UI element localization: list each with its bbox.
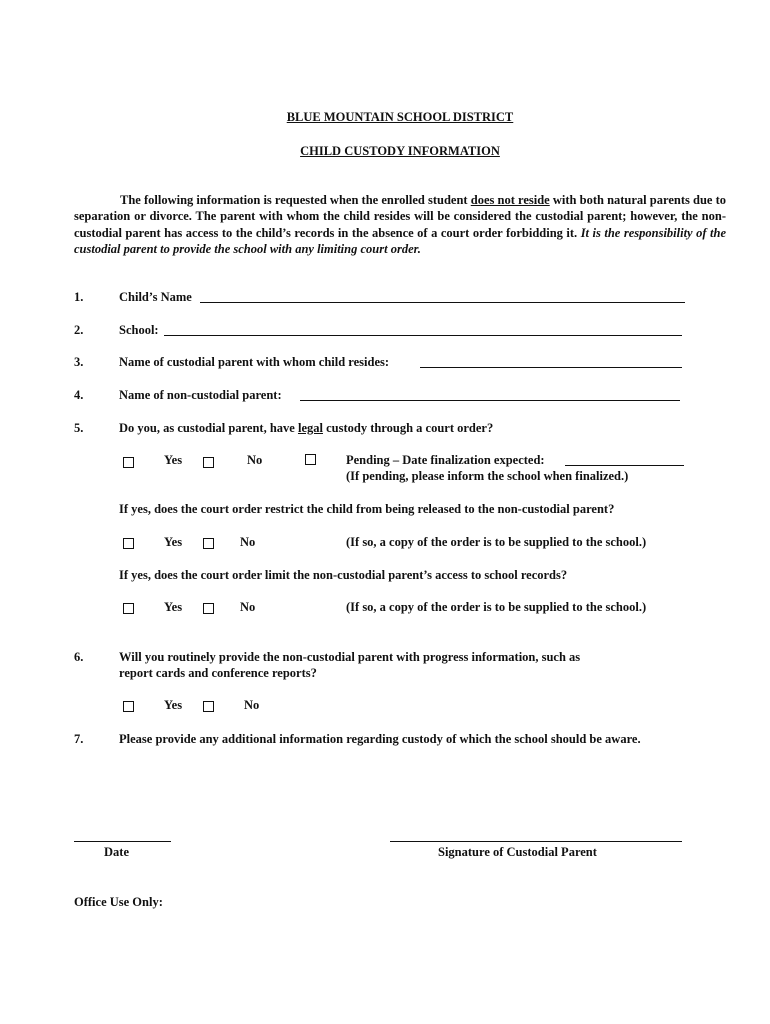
q4-label: Name of non-custodial parent: (119, 388, 282, 402)
q2-label: School: (119, 323, 159, 337)
q5a-no-label: No (240, 535, 256, 549)
q5a-yes-label: Yes (164, 535, 183, 549)
q5-yes-label: Yes (164, 453, 183, 467)
q6-yes-label: Yes (164, 698, 183, 712)
q5-pending-note: (If pending, please inform the school when finalized.) (346, 469, 629, 483)
signature-line[interactable] (390, 841, 682, 842)
q5b-no-label: No (240, 600, 256, 614)
q5-no-checkbox[interactable] (203, 457, 214, 468)
q5-question: Do you, as custodial parent, have legal custody through a court order? (119, 421, 494, 435)
q5a-note: (If so, a copy of the order is to be supplied to the school.) (346, 535, 647, 549)
q5a-yes-checkbox[interactable] (123, 538, 134, 549)
child-name-field[interactable] (200, 290, 685, 303)
intro-paragraph: The following information is requested when the enrolled student does not reside with both natural parents due to separation or divorce. The parent with whom the child resides will be considered the custodial parent; however, the non-custodial parent has access to the child’s records in the absence of a court order forbidding it. It is the responsibility of the custodial parent to provide the school with any limiting court order. (74, 193, 727, 256)
q6-no-checkbox[interactable] (203, 701, 214, 712)
q6-no-label: No (244, 698, 260, 712)
q5a-no-checkbox[interactable] (203, 538, 214, 549)
q5a-question: If yes, does the court order restrict the child from being released to the non-custodial parent? (119, 502, 615, 516)
q5-number: 5. (74, 421, 84, 435)
date-line[interactable] (74, 841, 171, 842)
q2-number: 2. (74, 323, 84, 337)
q7-question: Please provide any additional information regarding custody of which the school should be aware. (119, 732, 641, 746)
school-field[interactable] (164, 323, 682, 336)
date-label: Date (104, 845, 129, 859)
custodial-parent-field[interactable] (420, 355, 682, 368)
q5-yes-checkbox[interactable] (123, 457, 134, 468)
q6-number: 6. (74, 650, 84, 664)
q6-question-line2: report cards and conference reports? (119, 666, 317, 680)
district-title: BLUE MOUNTAIN SCHOOL DISTRICT (286, 110, 514, 124)
q5b-no-checkbox[interactable] (203, 603, 214, 614)
q3-number: 3. (74, 355, 84, 369)
q5b-question: If yes, does the court order limit the non-custodial parent’s access to school records? (119, 568, 568, 582)
q1-number: 1. (74, 290, 84, 304)
q1-label: Child’s Name (119, 290, 192, 304)
form-title: CHILD CUSTODY INFORMATION (300, 144, 500, 158)
q5-pending-checkbox[interactable] (305, 454, 316, 465)
q5-pending-label: Pending – Date finalization expected: (346, 453, 545, 467)
finalization-date-field[interactable] (565, 453, 684, 466)
q7-number: 7. (74, 732, 84, 746)
non-custodial-parent-field[interactable] (300, 388, 680, 401)
q5b-note: (If so, a copy of the order is to be supplied to the school.) (346, 600, 647, 614)
q5b-yes-label: Yes (164, 600, 183, 614)
office-use-label: Office Use Only: (74, 895, 163, 909)
q5b-yes-checkbox[interactable] (123, 603, 134, 614)
q4-number: 4. (74, 388, 84, 402)
signature-label: Signature of Custodial Parent (438, 845, 597, 859)
additional-info-area[interactable] (119, 752, 699, 822)
q5-no-label: No (247, 453, 263, 467)
q6-yes-checkbox[interactable] (123, 701, 134, 712)
q6-question-line1: Will you routinely provide the non-custodial parent with progress information, such as (119, 650, 581, 664)
q3-label: Name of custodial parent with whom child resides: (119, 355, 390, 369)
